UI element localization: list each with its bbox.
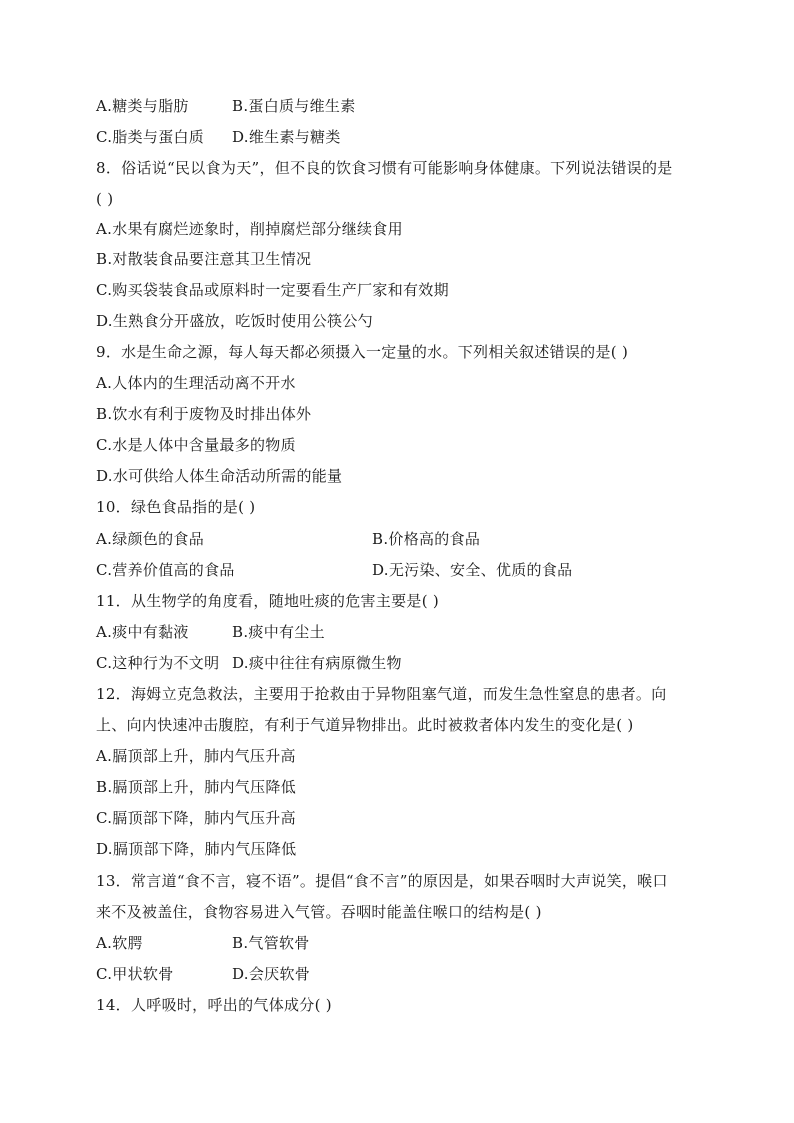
q8-option-d: D.生熟食分开盛放，吃饭时使用公筷公勺 bbox=[96, 312, 373, 330]
question-14-stem: 14．人呼吸时，呼出的气体成分( ) bbox=[96, 996, 332, 1014]
q7-option-d: D.维生素与糖类 bbox=[232, 128, 341, 146]
q9-option-c: C.水是人体中含量最多的物质 bbox=[96, 436, 296, 454]
question-8-blank: ( ) bbox=[96, 190, 114, 208]
question-10-stem: 10．绿色食品指的是( ) bbox=[96, 498, 256, 516]
question-13-stem-line-1: 13．常言道“食不言，寝不语”。提倡“食不言”的原因是，如果吞咽时大声说笑，喉口 bbox=[96, 872, 668, 890]
q12-option-c: C.膈顶部下降，肺内气压升高 bbox=[96, 809, 296, 827]
q13-option-d: D.会厌软骨 bbox=[232, 965, 311, 983]
question-13-stem-line-2: 来不及被盖住，食物容易进入气管。吞咽时能盖住喉口的结构是( ) bbox=[96, 903, 542, 921]
question-9-stem: 9．水是生命之源，每人每天都必须摄入一定量的水。下列相关叙述错误的是( ) bbox=[96, 343, 629, 361]
q7-option-b: B.蛋白质与维生素 bbox=[232, 97, 356, 115]
q7-option-c: C.脂类与蛋白质 bbox=[96, 128, 205, 146]
q11-option-a: A.痰中有黏液 bbox=[96, 623, 189, 641]
question-12-stem-line-2: 上、向内快速冲击腹腔，有利于气道异物排出。此时被救者体内发生的变化是( ) bbox=[96, 716, 634, 734]
q13-option-c: C.甲状软骨 bbox=[96, 965, 174, 983]
q11-option-c: C.这种行为不文明 bbox=[96, 654, 220, 672]
q12-option-d: D.膈顶部下降，肺内气压降低 bbox=[96, 840, 297, 858]
q9-option-a: A.人体内的生理活动离不开水 bbox=[96, 374, 296, 392]
q13-option-b: B.气管软骨 bbox=[232, 934, 310, 952]
question-11-stem: 11．从生物学的角度看，随地吐痰的危害主要是( ) bbox=[96, 592, 440, 610]
q7-option-a: A.糖类与脂肪 bbox=[96, 97, 189, 115]
q9-option-b: B.饮水有利于废物及时排出体外 bbox=[96, 405, 312, 423]
q13-option-a: A.软腭 bbox=[96, 934, 143, 952]
q10-option-c: C.营养价值高的食品 bbox=[96, 561, 235, 579]
q10-option-d: D.无污染、安全、优质的食品 bbox=[372, 561, 573, 579]
q8-option-c: C.购买袋装食品或原料时一定要看生产厂家和有效期 bbox=[96, 281, 449, 299]
q11-option-d: D.痰中往往有病原微生物 bbox=[232, 654, 402, 672]
question-12-stem-line-1: 12．海姆立克急救法，主要用于抢救由于异物阻塞气道，而发生急性窒息的患者。向 bbox=[96, 685, 667, 703]
q10-option-b: B.价格高的食品 bbox=[372, 530, 481, 548]
q12-option-b: B.膈顶部上升，肺内气压降低 bbox=[96, 778, 296, 796]
q8-option-b: B.对散装食品要注意其卫生情况 bbox=[96, 250, 312, 268]
question-8-stem: 8．俗话说“民以食为天”，但不良的饮食习惯有可能影响身体健康。下列说法错误的是 bbox=[96, 159, 673, 177]
q11-option-b: B.痰中有尘土 bbox=[232, 623, 325, 641]
q12-option-a: A.膈顶部上升，肺内气压升高 bbox=[96, 747, 296, 765]
q9-option-d: D.水可供给人体生命活动所需的能量 bbox=[96, 467, 343, 485]
q8-option-a: A.水果有腐烂迹象时，削掉腐烂部分继续食用 bbox=[96, 220, 403, 238]
q10-option-a: A.绿颜色的食品 bbox=[96, 530, 205, 548]
